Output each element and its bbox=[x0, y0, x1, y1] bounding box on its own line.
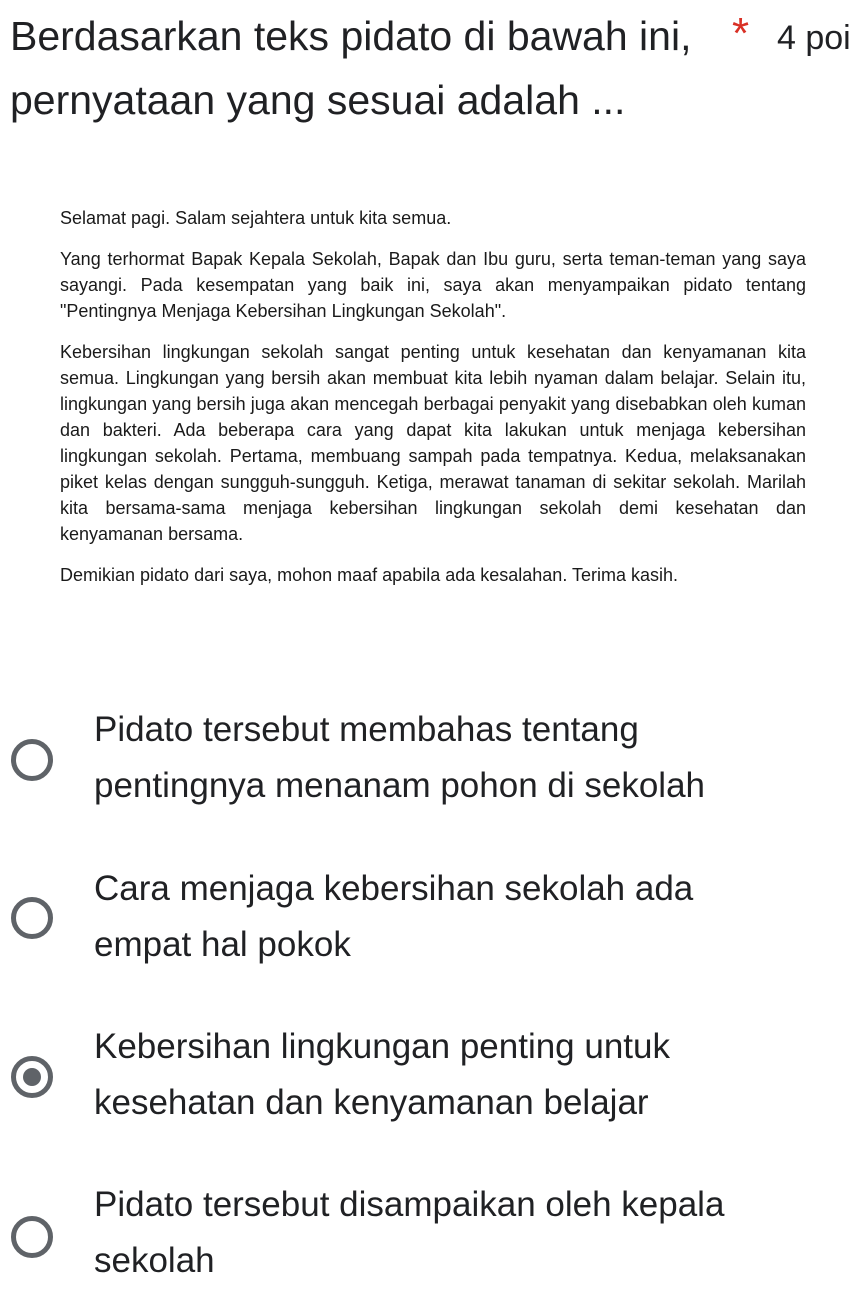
answer-option-1-line-1: Pidato tersebut membahas tentang bbox=[94, 710, 639, 749]
question-title-line-2: pernyataan yang sesuai adalah ... bbox=[10, 77, 626, 123]
speech-text-image bbox=[60, 205, 806, 603]
answer-option-1-line-2: pentingnya menanam pohon di sekolah bbox=[94, 766, 705, 805]
answer-option-4-line-1: Pidato tersebut disampaikan oleh kepala bbox=[94, 1185, 725, 1224]
speech-paragraph-closing: Demikian pidato dari saya, mohon maaf apabila ada kesalahan. Terima kasih. bbox=[60, 565, 679, 585]
speech-paragraph-body: Kebersihan lingkungan sekolah sangat penting untuk kesehatan dan kenyamanan kita semua. Lingkungan yang bersih akan membuat kita lebih nyaman dalam belajar. Selain itu, lingkungan yang bersih juga akan mencegah berbagai penyakit yang disebabkan oleh kuman dan bakteri. Ada beberapa cara yang dapat kita lakukan untuk menjaga kebersihan lingkungan sekolah. Pertama, membuang sampah pada tempatnya. Kedua, melaksanakan piket kelas dengan sungguh-sungguh. Ketiga, merawat tanaman di sekitar sekolah. Marilah kita bersama-sama menjaga kebersihan lingkungan sekolah demi kesehatan dan kenyamanan bersama. bbox=[60, 342, 806, 544]
answer-option-3-label bbox=[94, 1019, 814, 1131]
speech-paragraph-opening: Yang terhormat Bapak Kepala Sekolah, Bapak dan Ibu guru, serta teman-teman yang saya sayangi. Pada kesempatan yang baik ini, saya akan menyampaikan pidato tentang "Pentingnya Menjaga Kebersihan Lingkungan Sekolah". bbox=[60, 249, 806, 321]
answer-option-4-label bbox=[94, 1177, 814, 1289]
question-header bbox=[10, 0, 851, 140]
question-title-line-1: Berdasarkan teks pidato di bawah ini, bbox=[10, 13, 692, 59]
radio-checked-icon[interactable] bbox=[11, 1056, 53, 1098]
answer-option-4-line-2: sekolah bbox=[94, 1241, 215, 1280]
radio-selected-dot bbox=[23, 1068, 41, 1086]
answer-option-2-label bbox=[94, 861, 814, 973]
answer-option-4[interactable] bbox=[0, 1173, 837, 1313]
answer-option-3-line-2: kesehatan dan kenyamanan belajar bbox=[94, 1083, 649, 1122]
answer-option-2-line-1: Cara menjaga kebersihan sekolah ada bbox=[94, 869, 694, 908]
answer-option-1[interactable] bbox=[0, 690, 837, 830]
radio-unchecked-icon[interactable] bbox=[11, 897, 53, 939]
answer-option-2-line-2: empat hal pokok bbox=[94, 925, 351, 964]
answer-option-3[interactable] bbox=[0, 1015, 837, 1155]
radio-unchecked-icon[interactable] bbox=[11, 739, 53, 781]
radio-unchecked-icon[interactable] bbox=[11, 1216, 53, 1258]
required-asterisk: * bbox=[732, 9, 750, 58]
answer-option-1-label bbox=[94, 702, 814, 814]
question-points: 4 poi bbox=[777, 19, 851, 57]
answer-option-2[interactable] bbox=[0, 853, 837, 993]
speech-paragraph-greeting: Selamat pagi. Salam sejahtera untuk kita semua. bbox=[60, 208, 452, 228]
answer-option-3-line-1: Kebersihan lingkungan penting untuk bbox=[94, 1027, 670, 1066]
